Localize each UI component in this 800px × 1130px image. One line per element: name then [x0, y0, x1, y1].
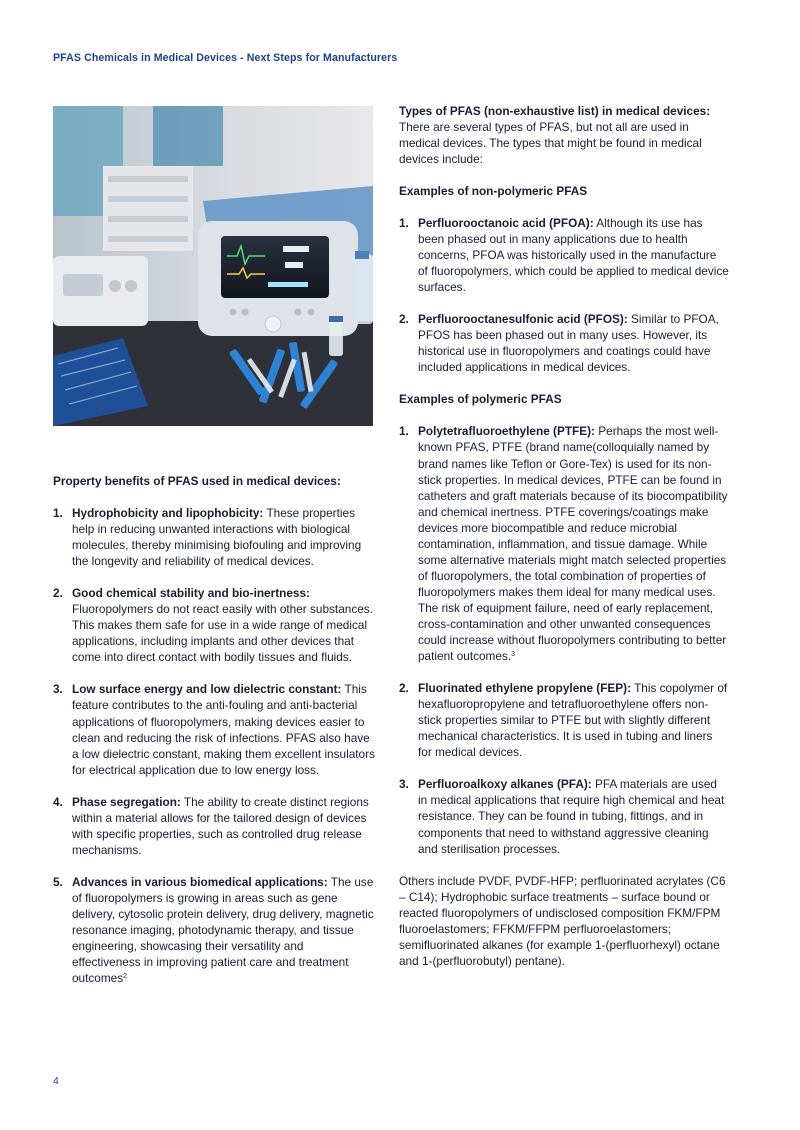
benefit-list-item: [53, 585, 375, 665]
polymeric-list-item: [399, 776, 729, 856]
pfas-types-section: [399, 103, 729, 969]
list-item-term: Hydrophobicity and lipophobicity:: [72, 506, 264, 520]
list-item-text: Fluoropolymers do not react easily with other substances. This makes them safe for use in a wide range of medical applications, including implants and other devices that come into direct contact with bodily tissues and fluids.: [72, 602, 373, 665]
list-item-number: 1.: [399, 424, 409, 439]
photo-illustration: [53, 106, 373, 426]
list-item-text: These properties help in reducing unwanted interactions with biological molecules, thereby minimising biofouling and improving the longevity and reliability of medical devices.: [72, 506, 362, 569]
list-item-text: Although its use has been phased out in many applications due to health concerns, PFOA was historically used in the manufacture of fluoropolymers, which could be applied to medical device surfaces.: [418, 216, 729, 295]
list-item-number: 2.: [399, 312, 409, 327]
document-header-title: PFAS Chemicals in Medical Devices - Next Steps for Manufacturers: [53, 52, 398, 64]
pfas-types-intro: There are several types of PFAS, but not all are used in medical devices. The types that might be found in medical devices include:: [399, 120, 702, 166]
list-item-term: Phase segregation:: [72, 794, 181, 809]
list-item-number: 1.: [399, 216, 409, 230]
footnote-ref: 3: [511, 651, 516, 659]
pfas-types-heading: Types of PFAS (non-exhaustive list) in medical devices:: [399, 104, 711, 118]
property-benefits-list: [53, 505, 375, 986]
list-item-text: This copolymer of hexafluoropropylene and tetrafluoroethylene offers non-stick properties similar to PTFE but with slightly different mechanical characteristics. It is used in tubing and liners for medical devices.: [418, 681, 728, 760]
list-item-text: This feature contributes to the anti-fouling and anti-bacterial applications of fluoropolymers, making devices easier to clean and reducing the risk of infections. PFAS also have a low dielectric constant, making them excellent insulators for electrical application due to low energy loss.: [72, 682, 375, 777]
polymeric-list-item: [399, 680, 729, 760]
list-item-number: 2.: [53, 586, 63, 601]
polymeric-list-item: [399, 423, 729, 664]
list-item-term: Fluorinated ethylene propylene (FEP):: [418, 681, 632, 696]
polymeric-heading: Examples of polymeric PFAS: [399, 392, 562, 407]
list-item-text: PFA materials are used in medical applications that require high chemical and heat resistance. They can be found in tubing, fittings, and in components that need to withstand aggressive cleaning and sterilisation processes.: [418, 777, 725, 856]
list-item-text: The use of fluoropolymers is growing in areas such as gene delivery, cytosolic protein delivery, drug delivery, magnetic resonance imaging, photodynamic therapy, and tissue engineering, showcasing their versatility and effectiveness in improving patient care and treatment outcomes: [72, 874, 374, 986]
property-benefits-section: [53, 473, 375, 1002]
list-item-number: 3.: [53, 682, 63, 697]
list-item-number: 2.: [399, 681, 409, 696]
property-benefits-heading: Property benefits of PFAS used in medical devices:: [53, 474, 341, 488]
list-item-term: Good chemical stability and bio-inertness:: [72, 586, 310, 601]
polymeric-list: [399, 423, 729, 856]
list-item-number: 4.: [53, 794, 63, 809]
list-item-term: Perfluorooctanoic acid (PFOA):: [418, 216, 594, 230]
benefit-list-item: [53, 681, 375, 777]
list-item-text: Similar to PFOA, PFOS has been phased out in many uses. However, its historical use in fluoropolymers and coatings could have included applications in medical devices.: [418, 312, 719, 375]
list-item-term: Perfluorooctanesulfonic acid (PFOS):: [418, 312, 628, 327]
list-item-number: 3.: [399, 777, 409, 792]
list-item-term: Perfluoroalkoxy alkanes (PFA):: [418, 777, 592, 792]
non-polymeric-list-item: [399, 311, 729, 375]
list-item-text: The ability to create distinct regions within a material allows for the tailored design of devices with specific properties, such as controlled drug release mechanisms.: [72, 794, 369, 857]
list-item-text: Perhaps the most well-known PFAS, PTFE (brand name(colloquially named by brand names like Teflon or Gore-Tex) is used for its non-stick properties. In medical devices, PTFE can be found in catheters and graft materials because of its biocompatibility and chemical inertness. PTFE coverings/coatings make devices more biocompatible and reduce microbial contamination, inflammation, and tissue damage. While some alternative materials might match selected properties of fluoropolymers, the total combination of properties of fluoropolymers makes them ideal for many medical uses. The risk of equipment failure, need of early replacement, cross-contamination and other unwanted consequences could increase without fluoropolymers contributing to better patient outcomes.: [418, 424, 728, 664]
others-paragraph: Others include PVDF, PVDF-HFP; perfluorinated acrylates (C6 – C14); Hydrophobic surface treatments – surface bound or reacted fluoropolymers of undisclosed composition FKM/FPM fluoroelastomers; FFKM/FFPM perfluoroelastomers; semifluorinated alkanes (for example 1-(perfluorhexyl) octane and 1-(perfluorobutyl) pentane).: [399, 873, 726, 968]
non-polymeric-list-item: [399, 215, 729, 295]
medical-equipment-photo: [53, 106, 373, 426]
list-item-term: Low surface energy and low dielectric constant:: [72, 682, 342, 697]
non-polymeric-heading: Examples of non-polymeric PFAS: [399, 184, 588, 198]
benefit-list-item: [53, 874, 375, 986]
footnote-ref: 2: [123, 973, 128, 981]
list-item-term: Polytetrafluoroethylene (PTFE):: [418, 424, 595, 439]
non-polymeric-list: [399, 215, 729, 375]
benefit-list-item: [53, 794, 375, 858]
benefit-list-item: [53, 505, 375, 569]
list-item-number: 5.: [53, 874, 63, 889]
page-number: 4: [53, 1075, 59, 1087]
list-item-number: 1.: [53, 506, 63, 520]
list-item-term: Advances in various biomedical applications:: [72, 874, 328, 889]
